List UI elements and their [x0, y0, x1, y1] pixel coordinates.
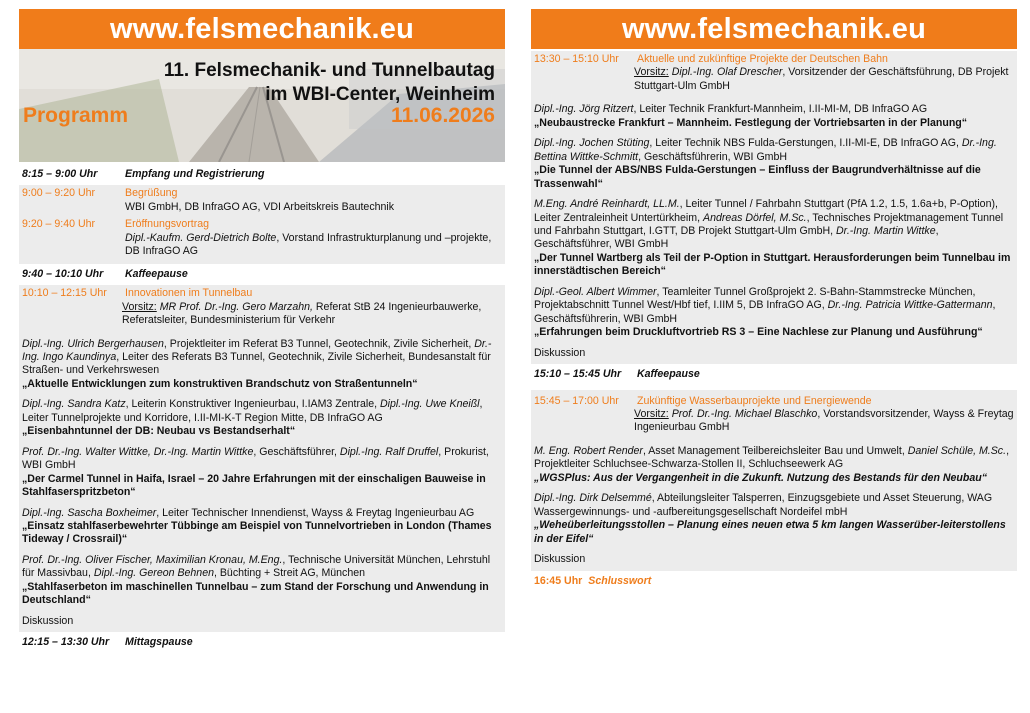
session-closing — [531, 571, 1017, 590]
session-time: 9:20 – 9:40 Uhr — [22, 218, 96, 231]
speaker-affiliation: , Leiterin Konstruktiver Ingenieurbau, I.IAM3 Zentrale, — [125, 398, 381, 411]
talk — [19, 505, 505, 552]
speaker-affiliation: , Technisches Projektmanagement Tunnel und Fahrbahn Stuttgart, I.GTT, DB Projekt Stuttgart-Ulm GmbH, — [534, 211, 1004, 237]
session-label: Innovationen im Tunnelbau — [125, 287, 253, 300]
talk — [19, 552, 505, 613]
session-label: Zukünftige Wasserbauprojekte und Energiewende — [637, 394, 872, 407]
speaker-affiliation: , Prokurist, WBI GmbH — [22, 445, 489, 472]
chair — [19, 301, 505, 328]
chair-prefix: Vorsitz: — [634, 66, 669, 79]
speaker-name: Dipl.-Ing. Jörg Ritzert — [534, 103, 634, 116]
right-column — [531, 9, 1017, 590]
speaker-name: Dipl.-Ing. Dirk Delsemmé — [534, 492, 652, 505]
talk — [531, 135, 1017, 196]
talk-title: „Stahlfaserbeton im maschinellen Tunnelbau – zum Stand der Forschung und Anwendung in Deutschland“ — [22, 580, 489, 607]
session-time: 9:00 – 9:20 Uhr — [22, 187, 96, 200]
talk — [19, 336, 505, 397]
speaker-name: Dr.-Ing. Martin Wittke — [836, 224, 936, 237]
session-time: 13:30 – 15:10 Uhr — [534, 53, 619, 65]
talk — [531, 490, 1017, 551]
talk-title: „Erfahrungen beim Druckluftvortrieb RS 3 – Eine Nachlese zur Planung und Ausführung“ — [534, 326, 983, 339]
speaker-name: Andreas Dörfel, M.Sc. — [703, 211, 807, 224]
session-label: Aktuelle und zukünftige Projekte der Deutschen Bahn — [637, 53, 888, 65]
speaker-affiliation: , Projektleiter Schluchsee-Schwarza-Stollen II, Schluchseewerk AG — [534, 444, 1010, 471]
session-coffee-break — [531, 364, 1017, 385]
session-label: Empfang und Registrierung — [125, 168, 265, 180]
speaker-affiliation: , Asset Management Teilbereichsleiter Bau und Umwelt, — [642, 444, 908, 457]
speaker-name: Prof. Dr.-Ing. Oliver Fischer, Maximilian Kronau, M.Eng. — [22, 553, 283, 566]
speaker-affiliation: , Abteilungsleiter Talsperren, Einzugsgebiete und Asset Steuerung, WAG Wassergewinnungs- und -aufbereitungsgesellschaft Nordeifel mbH — [534, 492, 993, 518]
talk-title: „Eisenbahntunnel der DB: Neubau vs Bestandserhalt“ — [22, 425, 296, 438]
talk-title: „Neubaustrecke Frankfurt – Mannheim. Festlegung der Vortriebsarten in der Planung“ — [534, 116, 968, 129]
session-time: 10:10 – 12:15 Uhr — [22, 287, 107, 300]
speaker-affiliation: , Geschäftsführerin, WBI GmbH — [638, 150, 788, 163]
talk — [531, 284, 1017, 345]
left-column — [19, 9, 505, 654]
chair-prefix: Vorsitz: — [122, 300, 157, 313]
speaker-affiliation: , Geschäftsführer, WBI GmbH — [534, 224, 939, 251]
session-label: Kaffeepause — [637, 368, 700, 381]
speaker-affiliation: , Büchting + Streit AG, München — [213, 567, 366, 580]
session-time: 9:40 – 10:10 Uhr — [22, 267, 104, 280]
speaker-affiliation: , Teamleiter Tunnel Großprojekt 2. S-Bahn-Stammstrecke München, Projektabschnitt Tunnel West/Hbf tief, I.IIM 5, DB InfraGO AG, — [534, 285, 976, 312]
chair-affiliation: Referat StB 24 Ingenieurbauwerke, Referatsleiter, Bundesministerium für Verkehr — [122, 300, 482, 327]
talk-title: „Der Tunnel Wartberg als Teil der P-Option in Stuttgart. Herausforderungen beim Tunnelbau im innerstädtischen Bereich“ — [534, 251, 1011, 278]
session-time: 16:45 Uhr — [534, 574, 583, 587]
speaker-name: Dipl.-Ing. Sascha Boxheimer — [22, 506, 157, 519]
session-time: 15:10 – 15:45 Uhr — [534, 368, 622, 381]
speaker-affiliation: , Geschäftsführer, — [253, 445, 340, 458]
session-label: Begrüßung — [125, 187, 178, 200]
speaker-affiliation: , Leiter Tunnel / Fahrbahn Stuttgart (PfA 1.2, 1.5, 1.6a+b, P-Option), Leiter Zentraleinheit Untertürkheim, — [534, 198, 998, 224]
speaker-affiliation: , Leiter Technischer Innendienst, Wayss & Freytag Ingenieurbau AG — [156, 506, 475, 519]
diskussion: Diskussion — [534, 346, 586, 359]
session-greeting — [19, 185, 505, 263]
talk-title: „WGSPlus: Aus der Vergangenheit in die Zukunft. Nutzung des Bestands für den Neubau“ — [534, 471, 988, 484]
hero-header — [19, 49, 505, 162]
speaker-affiliation: , Projektleiter im Referat B3 Tunnel, Geotechnik, Zivile Sicherheit, — [163, 337, 475, 350]
speaker-affiliation: , Technische Universität München, Lehrstuhl für Massivbau, — [22, 553, 491, 580]
event-title — [164, 59, 495, 108]
speaker-affiliation: , Leiter des Referats B3 Tunnel, Geotechnik, Zivile Sicherheit, Bundesanstalt für Straßen- und Verkehrswesen — [22, 350, 491, 377]
chair-name: MR Prof. Dr.-Ing. Gero Marzahn, — [156, 300, 313, 313]
event-title-line2: im WBI-Center, Weinheim — [265, 84, 495, 106]
speaker-name: Dipl.-Ing. Ulrich Bergerhausen — [22, 337, 164, 350]
session-time: 15:45 – 17:00 Uhr — [534, 394, 619, 407]
chair-name: Dipl.-Ing. Olaf Drescher — [668, 66, 783, 79]
speaker-affiliation: , Leiter Tunnelprojekte und Korridore, I.II-MI-K-T Region Mitte, DB InfraGO AG — [22, 398, 483, 424]
session-wasserbau — [531, 390, 1017, 571]
speaker-name: Dr.-Ing. Patricia Wittke-Gattermann — [827, 299, 993, 312]
speaker-name: Dipl.-Ing. Gereon Behnen — [93, 567, 214, 580]
talk-title: „Einsatz stahlfaserbewehrter Tübbinge am Beispiel von Tunnelvortrieben in London (Thames Tideway / Crossrail)“ — [22, 519, 492, 546]
speaker-affiliation: , Geschäftsführerin, WBI GmbH — [534, 299, 996, 325]
speaker-affiliation: , Leiter Technik Frankfurt-Mannheim, I.II-MI-M, DB InfraGO AG — [633, 103, 928, 116]
speaker-affiliation: , Vorstand Infrastrukturplanung und –projekte, DB InfraGO AG — [125, 231, 492, 258]
speaker-name: Dipl.-Kaufm. Gerd-Dietrich Bolte — [125, 231, 277, 244]
speaker-name: Dipl.-Ing. Sandra Katz — [22, 398, 126, 411]
diskussion: Diskussion — [534, 553, 586, 566]
website-banner-left[interactable]: www.felsmechanik.eu — [19, 9, 505, 49]
event-title-line1: 11. Felsmechanik- und Tunnelbautag — [163, 60, 495, 81]
speaker-name: Dipl.-Ing. Jochen Stüting — [534, 137, 650, 150]
chair-prefix: Vorsitz: — [634, 407, 669, 420]
talk — [531, 443, 1017, 490]
website-banner-right[interactable]: www.felsmechanik.eu — [531, 9, 1017, 49]
session-label: Schlusswort — [588, 574, 652, 587]
session-label: Kaffeepause — [125, 267, 188, 280]
chair — [531, 66, 1017, 93]
talk-title: „Der Carmel Tunnel in Haifa, Israel – 20 Jahre Erfahrungen mit der einschaligen Bauweise in Stahlfaserspritzbeton“ — [22, 472, 486, 499]
talk-title: „Weheüberleitungsstollen – Planung eines neuen etwa 5 km langen Wasserüber-leiterstollens in der Eifel“ — [534, 519, 1006, 545]
session-registration — [19, 164, 505, 185]
talk — [19, 396, 505, 443]
chair — [531, 408, 1017, 435]
session-label: Mittagspause — [125, 636, 193, 649]
session-time: 12:15 – 13:30 Uhr — [22, 636, 110, 649]
speaker-affiliation: , Leiter Technik NBS Fulda-Gerstungen, I.II-MI-E, DB InfraGO AG, — [649, 137, 962, 150]
session-innovationen — [19, 285, 505, 632]
speaker-name: Dr.-Ing. Bettina Wittke-Schmitt — [534, 137, 997, 163]
talk-title: „Die Tunnel der ABS/NBS Fulda-Gerstungen – Einfluss der Baugrundverhältnisse auf die Trassenwahl“ — [534, 164, 981, 190]
speaker-name: Dipl.-Ing. Uwe Kneißl — [380, 398, 480, 411]
chair-affiliation: , Vorsitzender der Geschäftsführung, DB Projekt Stuttgart-Ulm GmbH — [634, 66, 1009, 92]
event-date: 11.06.2026 — [391, 104, 495, 127]
talk — [531, 196, 1017, 284]
session-deutsche-bahn — [531, 51, 1017, 364]
session-lunch — [19, 632, 505, 653]
chair-name: Prof. Dr.-Ing. Michael Blaschko — [668, 407, 818, 420]
session-label: Eröffnungsvortrag — [125, 218, 210, 231]
diskussion: Diskussion — [22, 614, 74, 627]
talk — [19, 444, 505, 505]
session-detail: WBI GmbH, DB InfraGO AG, VDI Arbeitskreis Bautechnik — [125, 200, 395, 213]
session-coffee-break — [19, 264, 505, 285]
speaker-name: M.Eng. André Reinhardt, LL.M. — [534, 198, 680, 211]
programm-heading: Programm — [23, 104, 129, 127]
speaker-name: M. Eng. Robert Render — [534, 444, 643, 457]
session-time: 8:15 – 9:00 Uhr — [22, 168, 98, 180]
talk — [531, 101, 1017, 135]
speaker-name: Dr.-Ing. Ingo Kaundinya — [22, 337, 492, 363]
chair-affiliation: , Vorstandsvorsitzender, Wayss & Freytag Ingenieurbau GmbH — [634, 407, 1014, 434]
speaker-name: Dipl.-Geol. Albert Wimmer — [534, 285, 657, 298]
speaker-name: Prof. Dr.-Ing. Walter Wittke, Dr.-Ing. Martin Wittke — [22, 445, 254, 458]
speaker-name: Dipl.-Ing. Ralf Druffel — [339, 445, 439, 458]
speaker-name: Daniel Schüle, M.Sc. — [907, 444, 1007, 457]
talk-title: „Aktuelle Entwicklungen zum konstruktiven Brandschutz von Straßentunneln“ — [22, 377, 418, 390]
